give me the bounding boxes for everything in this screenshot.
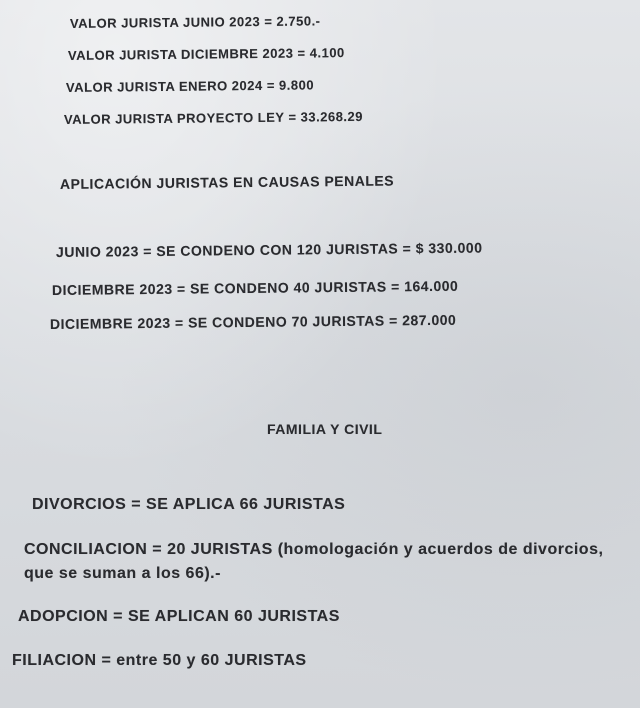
familia-item: DIVORCIOS = SE APLICA 66 JURISTAS bbox=[32, 496, 346, 513]
valor-jurista-line: VALOR JURISTA ENERO 2024 = 9.800 bbox=[65, 77, 315, 95]
valor-jurista-line: VALOR JURISTA DICIEMBRE 2023 = 4.100 bbox=[67, 45, 345, 63]
penal-section-title: APLICACIÓN JURISTAS EN CAUSAS PENALES bbox=[59, 172, 395, 192]
familia-item: FILIACION = entre 50 y 60 JURISTAS bbox=[12, 652, 307, 669]
penal-item: DICIEMBRE 2023 = SE CONDENO 70 JURISTAS = 287.000 bbox=[49, 311, 457, 332]
familia-item: CONCILIACION = 20 JURISTAS (homologación y acuerdos de divorcios, que se suman a los 66).- bbox=[24, 541, 604, 582]
valor-jurista-line: VALOR JURISTA PROYECTO LEY = 33.268.29 bbox=[63, 108, 364, 127]
valor-jurista-line: VALOR JURISTA JUNIO 2023 = 2.750.- bbox=[69, 13, 321, 31]
familia-section-title: FAMILIA Y CIVIL bbox=[267, 421, 383, 437]
familia-item: ADOPCION = SE APLICAN 60 JURISTAS bbox=[18, 608, 340, 625]
penal-item: JUNIO 2023 = SE CONDENO CON 120 JURISTAS = $ 330.000 bbox=[55, 239, 483, 260]
penal-item: DICIEMBRE 2023 = SE CONDENO 40 JURISTAS = 164.000 bbox=[51, 277, 459, 298]
